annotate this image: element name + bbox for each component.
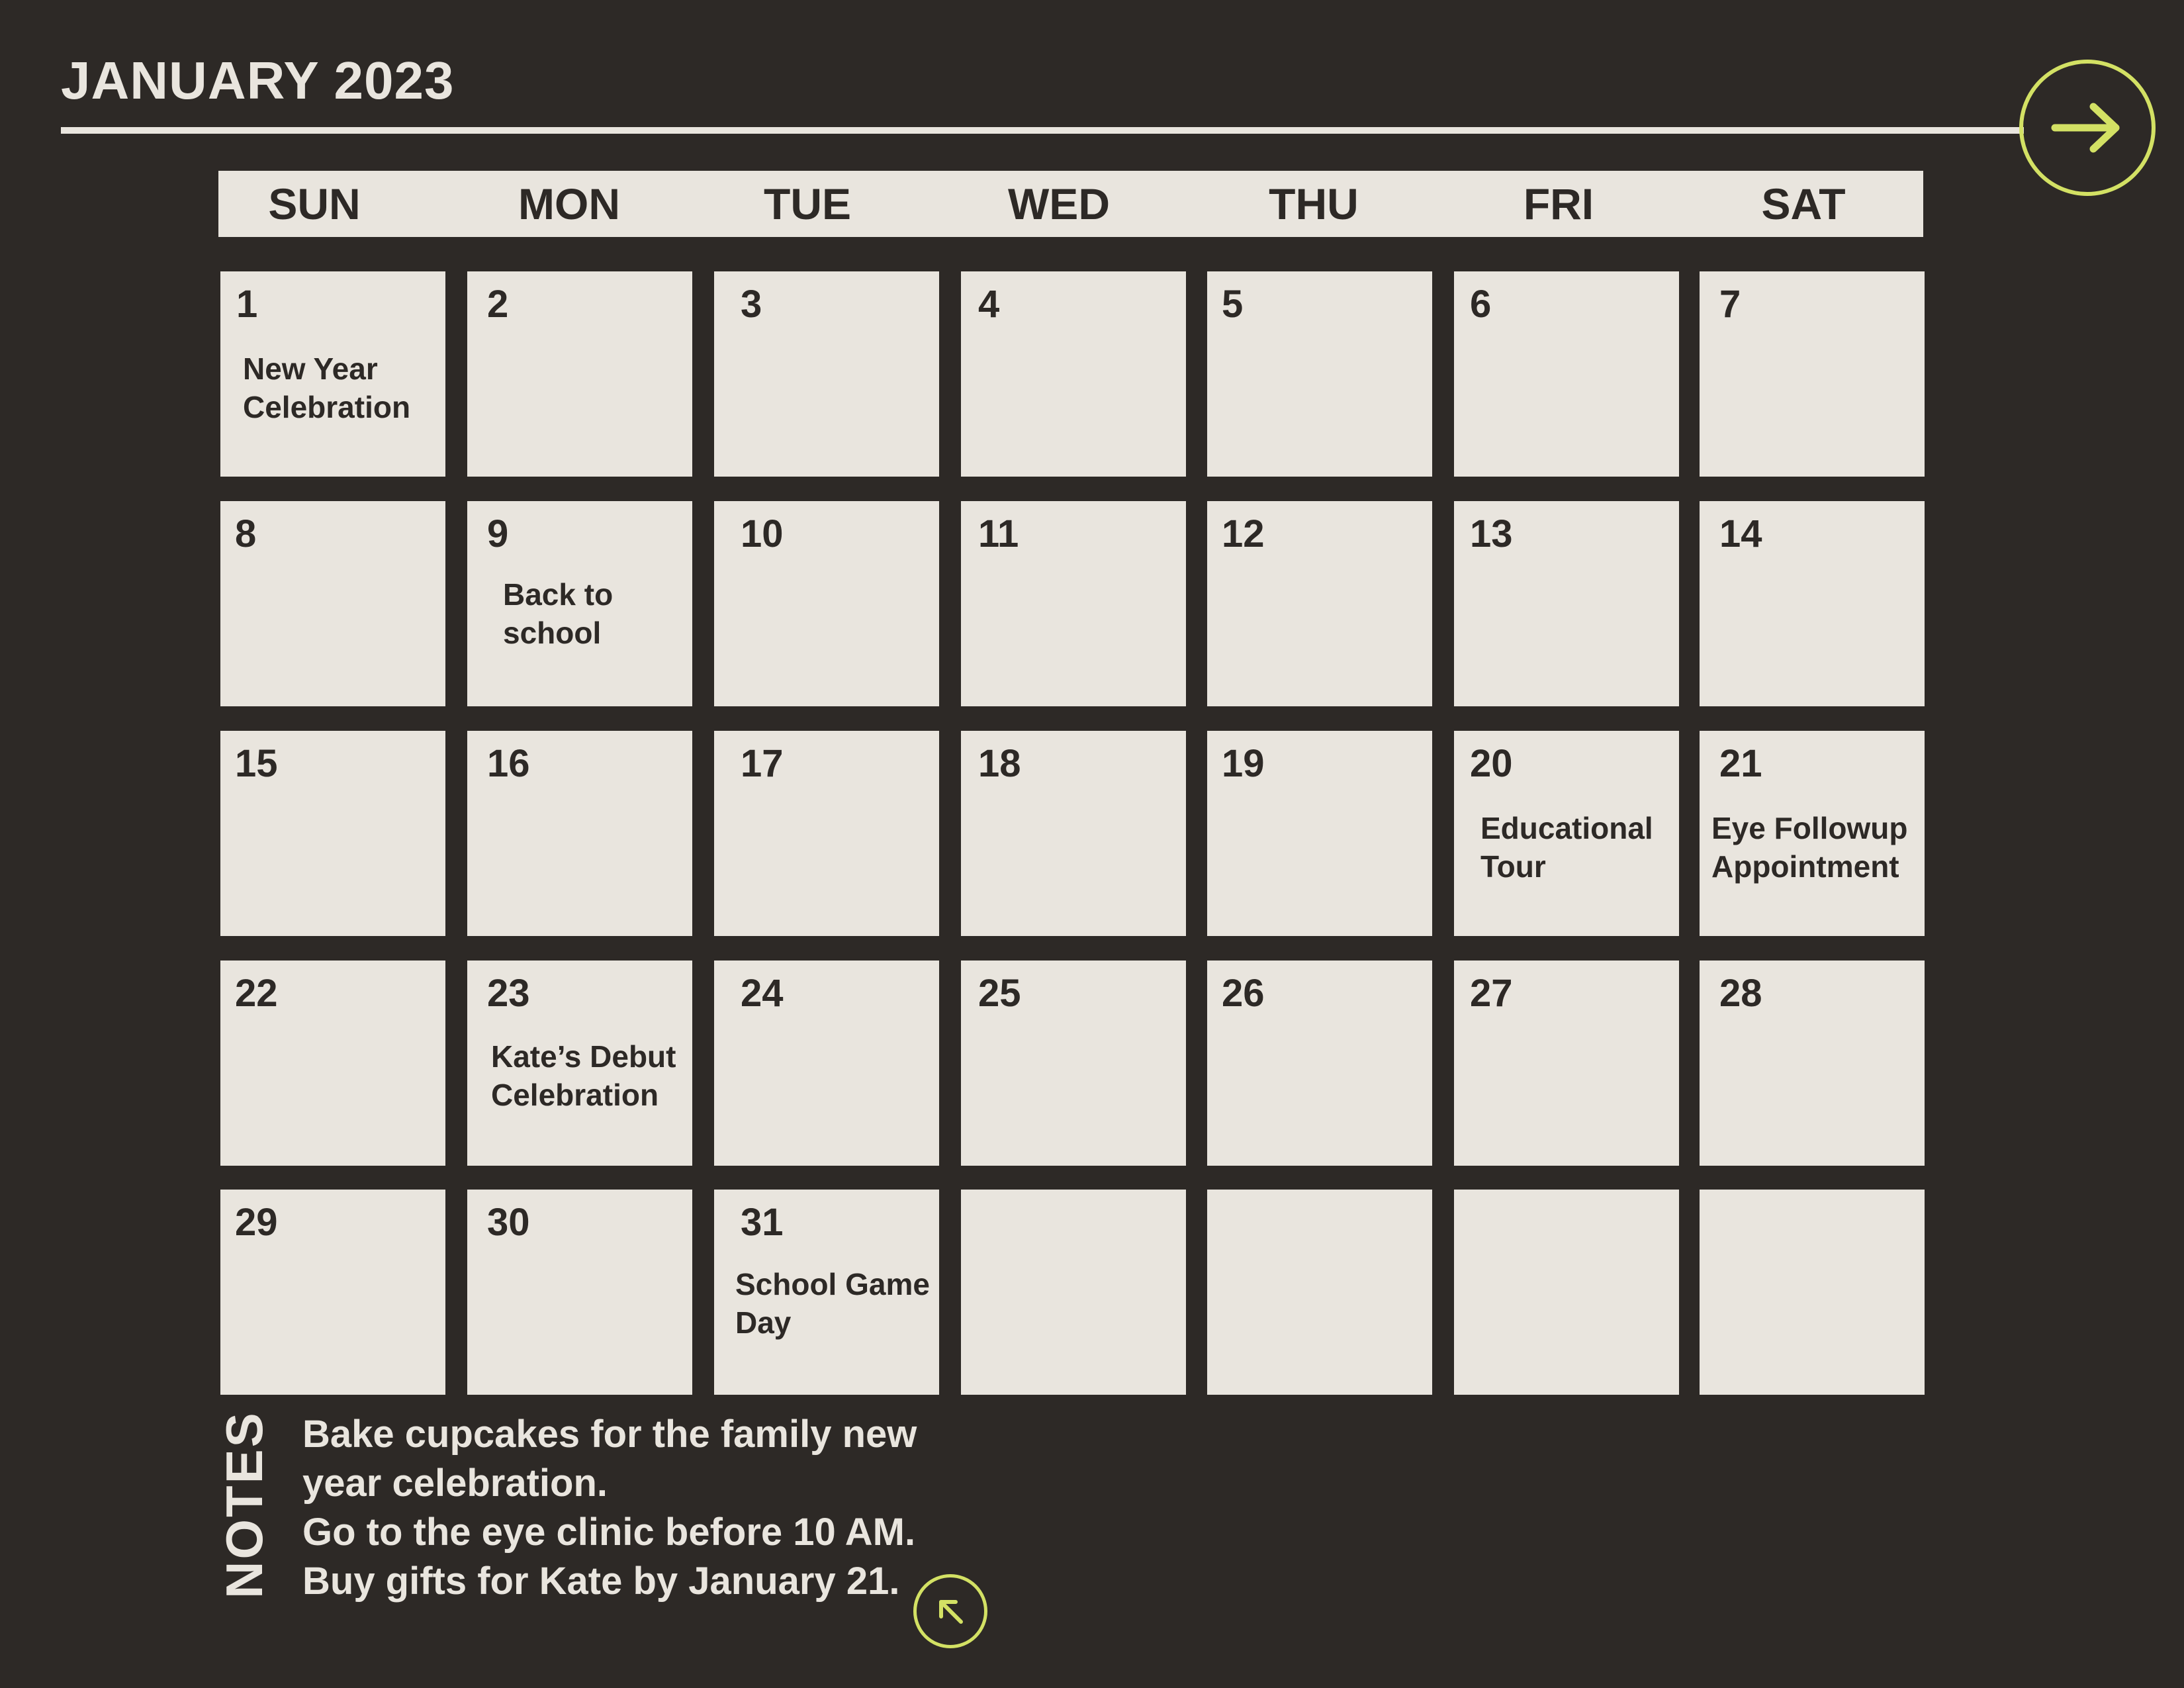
notes-list (302, 1410, 964, 1606)
day-number: 5 (1222, 283, 1244, 326)
day-number: 10 (741, 512, 784, 555)
day-event: Educational Tour (1480, 811, 1653, 884)
day-cell[interactable] (467, 501, 692, 706)
day-event: New Year Celebration (243, 352, 411, 424)
day-cell[interactable] (1700, 501, 1925, 706)
day-number: 18 (978, 742, 1021, 785)
day-number: 23 (487, 972, 530, 1015)
day-cell[interactable] (961, 501, 1186, 706)
day-number: 2 (487, 283, 509, 326)
day-cell[interactable] (220, 961, 445, 1166)
day-cell[interactable] (1207, 501, 1432, 706)
day-number: 31 (741, 1201, 784, 1244)
day-cell[interactable] (1700, 1190, 1925, 1395)
day-cell[interactable] (1700, 961, 1925, 1166)
day-number: 25 (978, 972, 1021, 1015)
day-number: 24 (741, 972, 784, 1015)
day-event: Eye Followup Appointment (1711, 811, 1908, 884)
note-item: Bake cupcakes for the family new year celebration. (302, 1413, 917, 1505)
day-cell[interactable] (961, 961, 1186, 1166)
weekday-label: THU (1269, 179, 1359, 228)
day-number: 15 (235, 742, 278, 785)
weekday-label: SUN (268, 179, 361, 228)
day-number: 21 (1719, 742, 1762, 785)
day-cell[interactable] (1454, 271, 1679, 477)
day-number: 11 (978, 512, 1019, 555)
day-cell[interactable] (1207, 271, 1432, 477)
day-number: 22 (235, 972, 278, 1015)
day-cell[interactable] (467, 961, 692, 1166)
day-number: 17 (741, 742, 784, 785)
notes-label: NOTES (215, 1411, 273, 1599)
weekday-label: MON (518, 179, 620, 228)
day-number: 3 (741, 283, 762, 326)
day-number: 7 (1719, 283, 1741, 326)
day-event: Back to school (503, 577, 614, 650)
day-number: 27 (1470, 972, 1513, 1015)
day-number: 14 (1719, 512, 1762, 555)
day-number: 28 (1719, 972, 1762, 1015)
day-cell[interactable] (467, 271, 692, 477)
arrow-up-left-icon (932, 1593, 969, 1630)
weekday-label: SAT (1761, 179, 1846, 228)
day-number: 8 (235, 512, 257, 555)
day-number: 29 (235, 1201, 278, 1244)
day-event: Kate’s Debut Celebration (491, 1039, 676, 1112)
weekday-label: WED (1008, 179, 1110, 228)
day-cell[interactable] (961, 1190, 1186, 1395)
weekday-label: FRI (1523, 179, 1594, 228)
day-event: School Game Day (735, 1267, 930, 1340)
day-number: 13 (1470, 512, 1513, 555)
day-cell[interactable] (220, 1190, 445, 1395)
day-number: 4 (978, 283, 1000, 326)
note-item: Buy gifts for Kate by January 21. (302, 1560, 900, 1603)
day-cell[interactable] (714, 961, 939, 1166)
day-cell[interactable] (220, 501, 445, 706)
back-to-top-button[interactable] (913, 1574, 987, 1648)
title-divider (61, 127, 2024, 134)
day-cell[interactable] (220, 271, 445, 477)
weekday-header (218, 171, 1923, 237)
day-cell[interactable] (1454, 501, 1679, 706)
arrow-right-icon (2051, 101, 2124, 154)
day-cell[interactable] (1207, 1190, 1432, 1395)
day-number: 30 (487, 1201, 530, 1244)
day-cell[interactable] (961, 731, 1186, 936)
day-cell[interactable] (714, 501, 939, 706)
day-cell[interactable] (1700, 271, 1925, 477)
day-cell[interactable] (1207, 961, 1432, 1166)
day-cell[interactable] (961, 271, 1186, 477)
day-cell[interactable] (714, 731, 939, 936)
day-cell[interactable] (467, 1190, 692, 1395)
calendar-title: JANUARY 2023 (61, 51, 455, 110)
day-number: 26 (1222, 972, 1265, 1015)
day-number: 20 (1470, 742, 1513, 785)
day-cell[interactable] (1207, 731, 1432, 936)
day-cell[interactable] (220, 731, 445, 936)
day-cell[interactable] (714, 271, 939, 477)
note-item: Go to the eye clinic before 10 AM. (302, 1511, 916, 1554)
weekday-label: TUE (764, 179, 851, 228)
day-cell[interactable] (714, 1190, 939, 1395)
day-number: 6 (1470, 283, 1492, 326)
day-number: 12 (1222, 512, 1265, 555)
day-number: 16 (487, 742, 530, 785)
day-number: 1 (236, 283, 258, 326)
day-cell[interactable] (467, 731, 692, 936)
day-cell[interactable] (1454, 1190, 1679, 1395)
day-number: 9 (487, 512, 509, 555)
next-month-button[interactable] (2019, 60, 2156, 196)
day-cell[interactable] (1454, 961, 1679, 1166)
day-cell[interactable] (1700, 731, 1925, 936)
day-cell[interactable] (1454, 731, 1679, 936)
day-number: 19 (1222, 742, 1265, 785)
